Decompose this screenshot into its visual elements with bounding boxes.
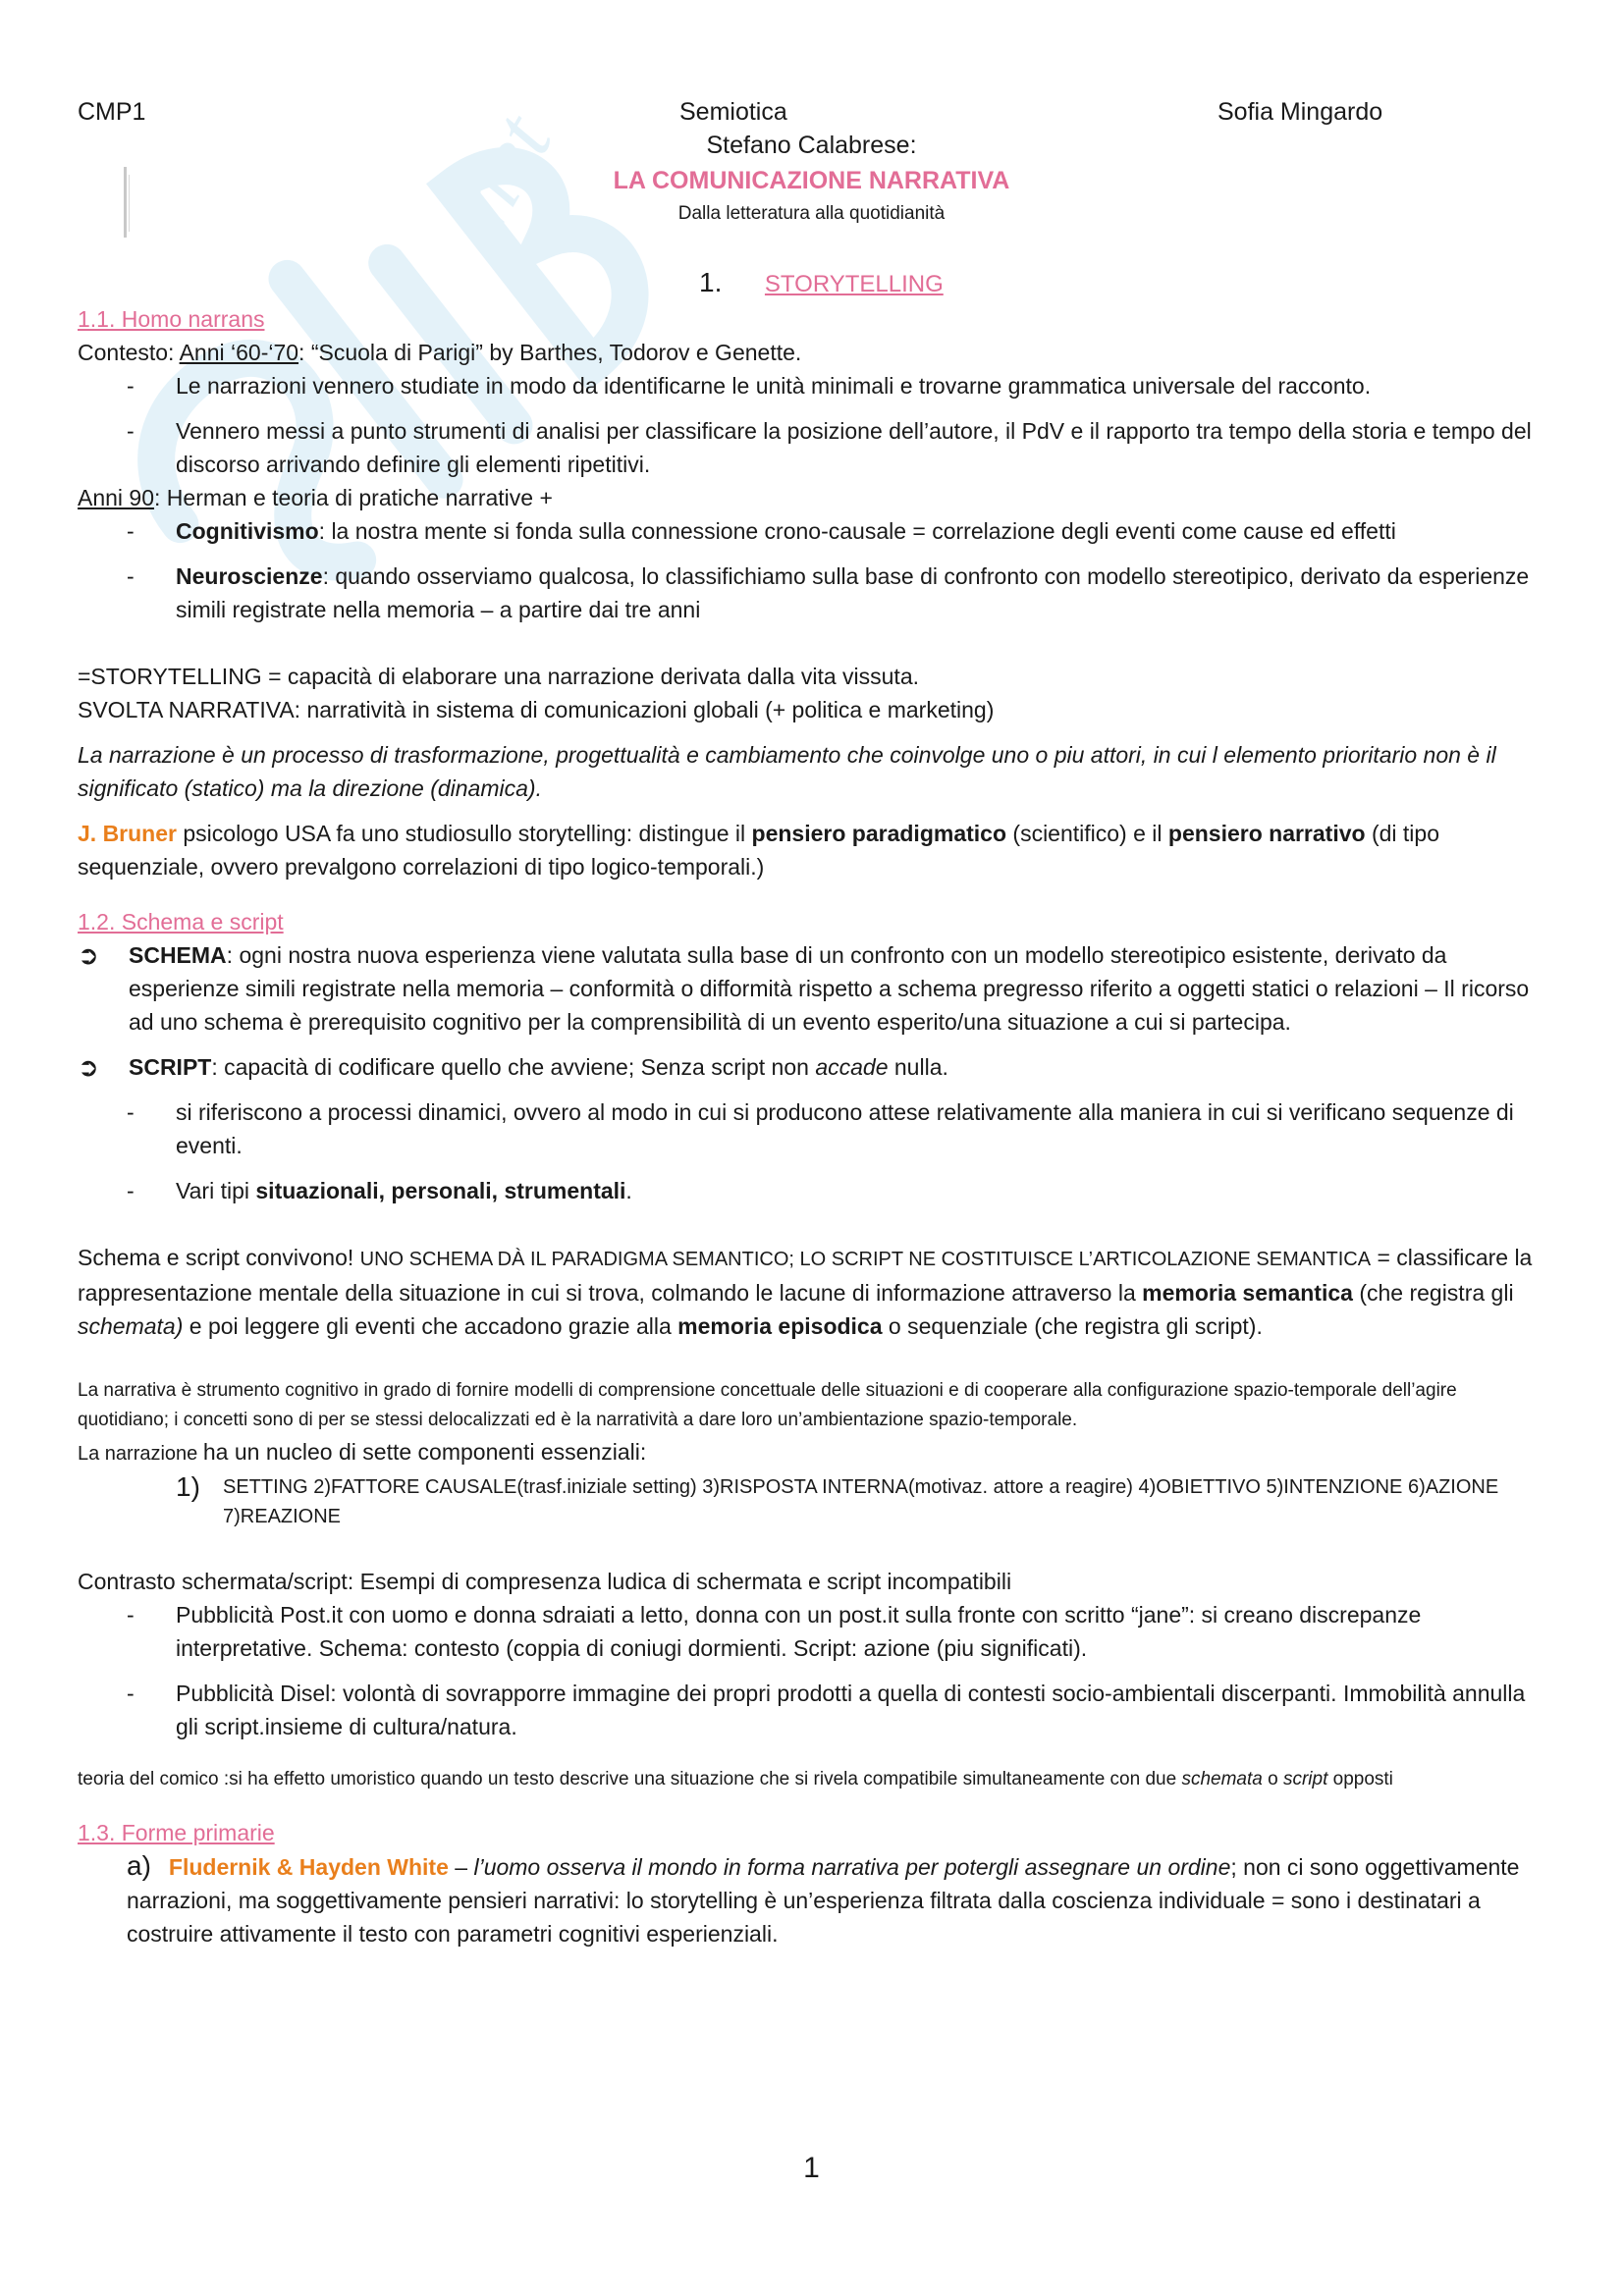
list-item: - Vari tipi situazionali, personali, strumentali.: [127, 1178, 632, 1203]
storytelling-definition: =STORYTELLING = capacità di elaborare una narrazione derivata dalla vita vissuta.: [78, 664, 920, 689]
chapter-number: 1.: [699, 267, 723, 297]
arrow-icon: ➲: [78, 1052, 99, 1082]
list-item: - Pubblicità Post.it con uomo e donna sdraiati a letto, donna con un post.it sulla fronte con scritto “jane”: si creano discrepanze interpretative. Schema: contesto (coppia di coniugi dormienti. Script: azione (piu significati).: [127, 1602, 1422, 1661]
title-book-author: Stefano Calabrese:: [706, 132, 917, 159]
header-subject: Semiotica: [679, 98, 787, 126]
list-item: - Le narrazioni vennero studiate in modo da identificarne le unità minimali e trovarne grammatica universale del racconto.: [127, 373, 1372, 399]
context-line: Contesto: Anni ‘60-‘70: “Scuola di Parigi” by Barthes, Todorov e Genette.: [78, 340, 802, 365]
title-main: LA COMUNICAZIONE NARRATIVA: [613, 167, 1010, 194]
list-item: - si riferiscono a processi dinamici, ovvero al modo in cui si producono attese relativamente alla maniera in cui si verificano sequenze di eventi.: [127, 1099, 1514, 1158]
svolta-narrativa: SVOLTA NARRATIVA: narratività in sistema di comunicazioni globali (+ politica e marketing): [78, 697, 995, 722]
document-body: [78, 302, 1548, 1950]
list-item: - Neuroscienze: quando osserviamo qualcosa, lo classifichiamo sulla base di confronto con modello stereotipico, derivato da esperienze simili registrate nella memoria – a partire dai tre anni: [127, 563, 1530, 622]
list-item: - Pubblicità Disel: volontà di sovrapporre immagine dei propri prodotti a quella di contesti socio-ambientali discerpanti. Immobilità annulla gli script.insieme di cultura/natura.: [127, 1681, 1526, 1739]
svg-text:.net: .net: [420, 98, 570, 260]
components-list: 1) SETTING 2)FATTORE CAUSALE(trasf.iniziale setting) 3)RISPOSTA INTERNA(motivaz. attore a reagire) 4)OBIETTIVO 5)INTENZIONE 6)AZIONE 7)REAZIONE: [176, 1471, 1499, 1527]
schema-script-convivono: Schema e script convivono! UNO SCHEMA DÀ IL PARADIGMA SEMANTICO; LO SCRIPT NE COSTITUISCE L’ARTICOLAZIONE SEMANTICA = classificare la rappresentazione mentale della situazione in cui si trova, colmando le lacune di informazione attraverso la memoria semantica (che registra gli schemata) e poi leggere gli eventi che accadono grazie alla memoria episodica o sequenziale (che registra gli script).: [78, 1245, 1533, 1339]
margin-bar-inner: [129, 175, 130, 232]
fludernik-paragraph: a) Fludernik & Hayden White – l’uomo osserva il mondo in forma narrativa per potergli assegnare un ordine; non ci sono oggettivamente narrazioni, ma soggettivamente pensieri narrativi: lo storytelling è un’esperienza filtrata dalla coscienza individuale = sono i destinatari a costruire attivamente il testo con parametri cognitivi esperienziali.: [127, 1850, 1520, 1947]
narration-quote: La narrazione è un processo di trasformazione, progettualità e cambiamento che coinvolge uno o piu attori, in cui l elemento prioritario non è il significato (statico) ma la direzione (dinamica).: [78, 742, 1496, 801]
list-item: ➲ SCRIPT: capacità di codificare quello che avviene; Senza script non accade nulla.: [78, 1052, 948, 1082]
chapter-heading: [699, 267, 944, 298]
chapter-title-link[interactable]: STORYTELLING: [764, 271, 944, 297]
anni90-line: Anni 90: Herman e teoria di pratiche narrative +: [78, 485, 553, 510]
header-author: Sofia Mingardo: [1217, 98, 1383, 126]
section-heading-forme-primarie[interactable]: 1.3. Forme primarie: [78, 1820, 275, 1845]
title-subtitle: Dalla letteratura alla quotidianità: [677, 203, 946, 224]
contrasto-line: Contrasto schermata/script: Esempi di compresenza ludica di schermata e script incompatibili: [78, 1569, 1012, 1594]
list-item: - Cognitivismo: la nostra mente si fonda sulla connessione crono-causale = correlazione degli eventi come cause ed effetti: [127, 518, 1396, 544]
list-item: ➲ SCHEMA: ogni nostra nuova esperienza viene valutata sulla base di un confronto con un modello stereotipico esistente, derivato da esperienze simili registrate nella memoria – conformità o difformità rispetto a schema pregresso riferito a oggetti statici o relazioni – Il ricorso ad uno schema è prerequisito cognitivo per la comprensibilità di un evento esperito/una situazione a cui si partecipa.: [78, 938, 1548, 1039]
nucleo-line: La narrazione ha un nucleo di sette componenti essenziali:: [78, 1439, 647, 1465]
narrativa-paragraph: La narrativa è strumento cognitivo in grado di fornire modelli di comprensione concettuale delle situazioni e di cooperare alla configurazione spazio-temporale dell’agire quotidiano; i concetti sono di per se stessi delocalizzati ed è la narratività a dare loro un’ambientazione spazio-temporale.: [78, 1380, 1457, 1430]
section-heading-schema-script[interactable]: 1.2. Schema e script: [78, 909, 284, 934]
page-number: 1: [803, 2152, 820, 2184]
bruner-paragraph: J. Bruner psicologo USA fa uno studiosullo storytelling: distingue il pensiero paradigmatico (scientifico) e il pensiero narrativo (di tipo sequenziale, ovvero prevalgono correlazioni di tipo logico-temporali.): [78, 821, 1440, 880]
list-item: - Vennero messi a punto strumenti di analisi per classificare la posizione dell’autore, il PdV e il rapporto tra tempo della storia e tempo del discorso arrivando definire gli elementi ripetitivi.: [127, 418, 1532, 477]
teoria-comico: teoria del comico :si ha effetto umoristico quando un testo descrive una situazione che si rivela compatibile simultaneamente con due schemata o script opposti: [78, 1769, 1393, 1789]
section-heading-homo-narrans[interactable]: 1.1. Homo narrans: [78, 306, 265, 332]
arrow-icon: ➲: [78, 940, 99, 970]
header-course-code: CMP1: [78, 98, 146, 126]
margin-bar: [124, 167, 127, 238]
